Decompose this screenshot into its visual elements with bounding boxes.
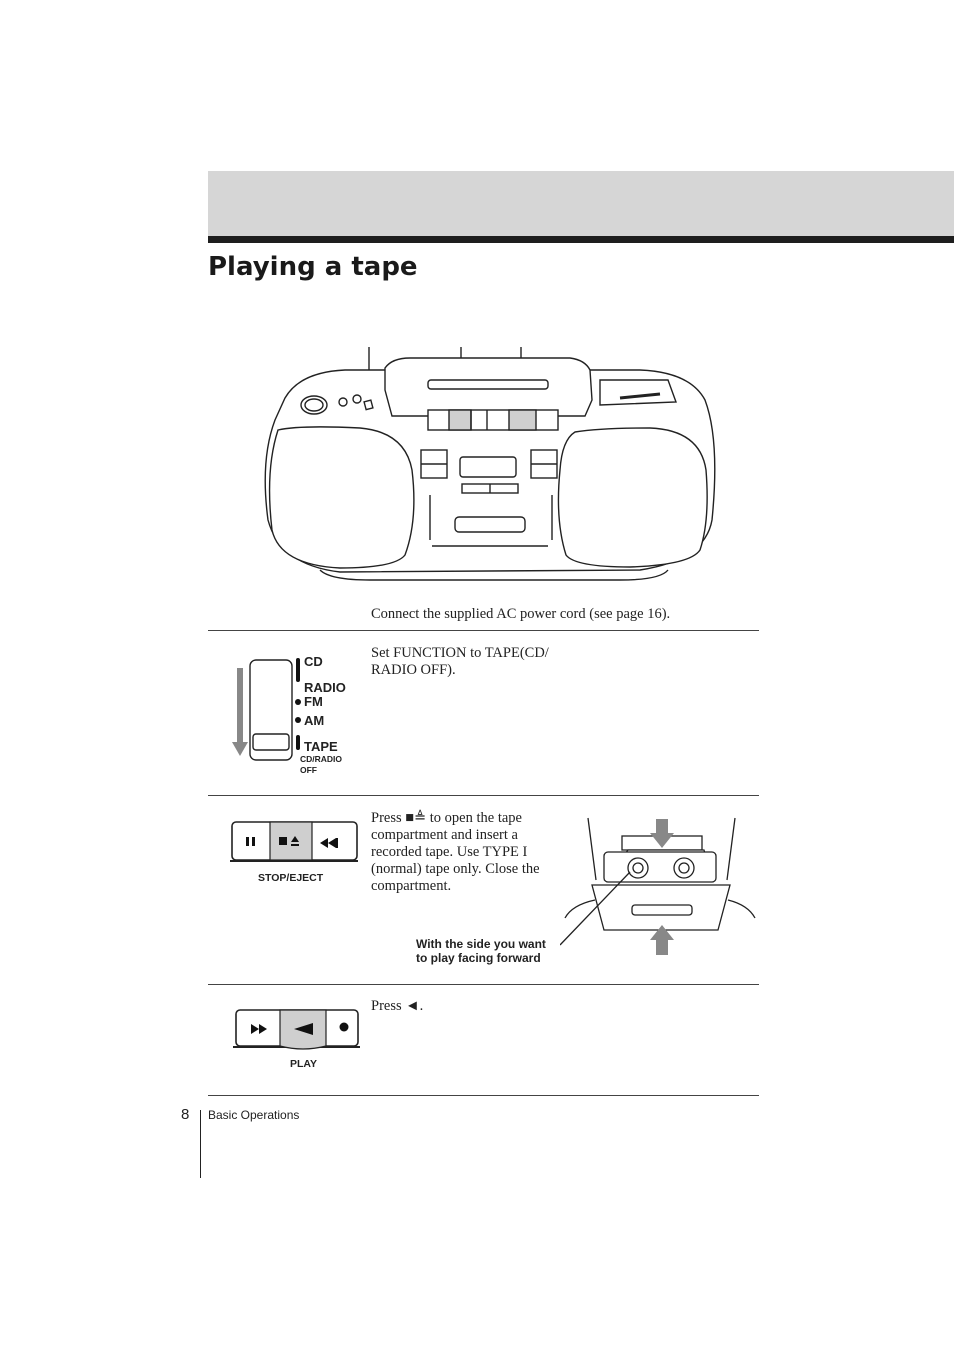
switch-label-off: OFF	[300, 765, 317, 775]
step-2-line-1: Set FUNCTION to TAPE(CD/	[371, 645, 549, 661]
step-1-text: Connect the supplied AC power cord (see page 16).	[371, 606, 671, 622]
switch-label-cd-radio: CD/RADIO	[300, 754, 343, 764]
step-2-line-2: RADIO OFF).	[371, 662, 456, 678]
divider	[208, 1095, 759, 1096]
switch-label-fm: FM	[304, 694, 323, 709]
step-2-text	[371, 645, 549, 679]
divider	[208, 984, 759, 985]
stop-eject-buttons	[228, 815, 363, 865]
play-label: PLAY	[290, 1058, 318, 1070]
step-3-line: (normal) tape only. Close the	[371, 861, 540, 877]
switch-label-cd: CD	[304, 654, 323, 669]
caption-line-1: With the side you want	[416, 937, 546, 951]
switch-label-radio: RADIO	[304, 680, 346, 695]
boombox-illustration	[255, 340, 730, 585]
header-band	[208, 171, 954, 236]
divider	[208, 795, 759, 796]
step-4-text: Press ◄.	[371, 998, 424, 1014]
step-3-line: Press ■≜ to open the tape	[371, 810, 522, 826]
tape-compartment-illustration	[560, 815, 760, 960]
stop-eject-label: STOP/EJECT	[258, 872, 324, 884]
tape-orientation-caption	[416, 937, 546, 965]
step-3-line: compartment and insert a	[371, 827, 518, 843]
section-label: Basic Operations	[208, 1108, 300, 1122]
switch-label-tape: TAPE	[304, 739, 338, 754]
step-3-line: recorded tape. Use TYPE I	[371, 844, 528, 860]
switch-label-am: AM	[304, 713, 325, 728]
divider	[208, 630, 759, 631]
play-buttons	[228, 1005, 363, 1055]
page-title: Playing a tape	[208, 252, 418, 282]
step-3-text	[371, 810, 540, 895]
record-icon	[340, 1023, 349, 1032]
header-rule	[208, 236, 954, 243]
caption-line-2: to play facing forward	[416, 951, 541, 965]
page-number: 8	[181, 1106, 190, 1123]
step-3-line: compartment.	[371, 878, 452, 894]
footer-rule	[200, 1110, 201, 1178]
